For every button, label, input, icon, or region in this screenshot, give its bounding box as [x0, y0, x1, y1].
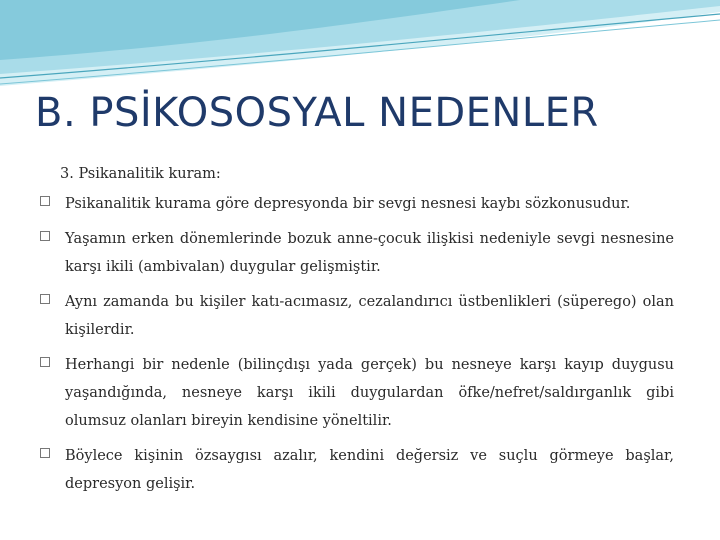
bullet-text: Yaşamın erken dönemlerinde bozuk anne-çocuk ilişkisi nedeniyle sevgi nesnesine karşı ikili (ambivalan) duygular gelişmiştir. [65, 231, 674, 275]
bullet-item [40, 351, 674, 435]
square-bullet-icon [40, 357, 50, 367]
bullet-text: Aynı zamanda bu kişiler katı-acımasız, cezalandırıcı üstbenlikleri (süperego) olan kişilerdir. [65, 294, 674, 338]
section-subheading: 3. Psikanalitik kuram: [60, 166, 221, 182]
square-bullet-icon [40, 196, 50, 206]
bullet-item [40, 442, 674, 498]
bullet-list [40, 190, 674, 505]
decorative-wave-banner [0, 0, 720, 90]
square-bullet-icon [40, 448, 50, 458]
bullet-item [40, 288, 674, 344]
bullet-text: Böylece kişinin özsaygısı azalır, kendini değersiz ve suçlu görmeye başlar, depresyon gelişir. [65, 448, 674, 492]
bullet-item [40, 225, 674, 281]
square-bullet-icon [40, 294, 50, 304]
square-bullet-icon [40, 231, 50, 241]
bullet-text: Herhangi bir nedenle (bilinçdışı yada gerçek) bu nesneye karşı kayıp duygusu yaşandığında, nesneye karşı ikili duygulardan öfke/nefret/saldırganlık gibi olumsuz olanları bireyin kendisine yöneltilir. [65, 357, 674, 429]
bullet-item [40, 190, 674, 218]
slide-title: B. PSİKOSOSYAL NEDENLER [35, 90, 599, 136]
bullet-text: Psikanalitik kurama göre depresyonda bir sevgi nesnesi kaybı sözkonusudur. [65, 196, 631, 212]
